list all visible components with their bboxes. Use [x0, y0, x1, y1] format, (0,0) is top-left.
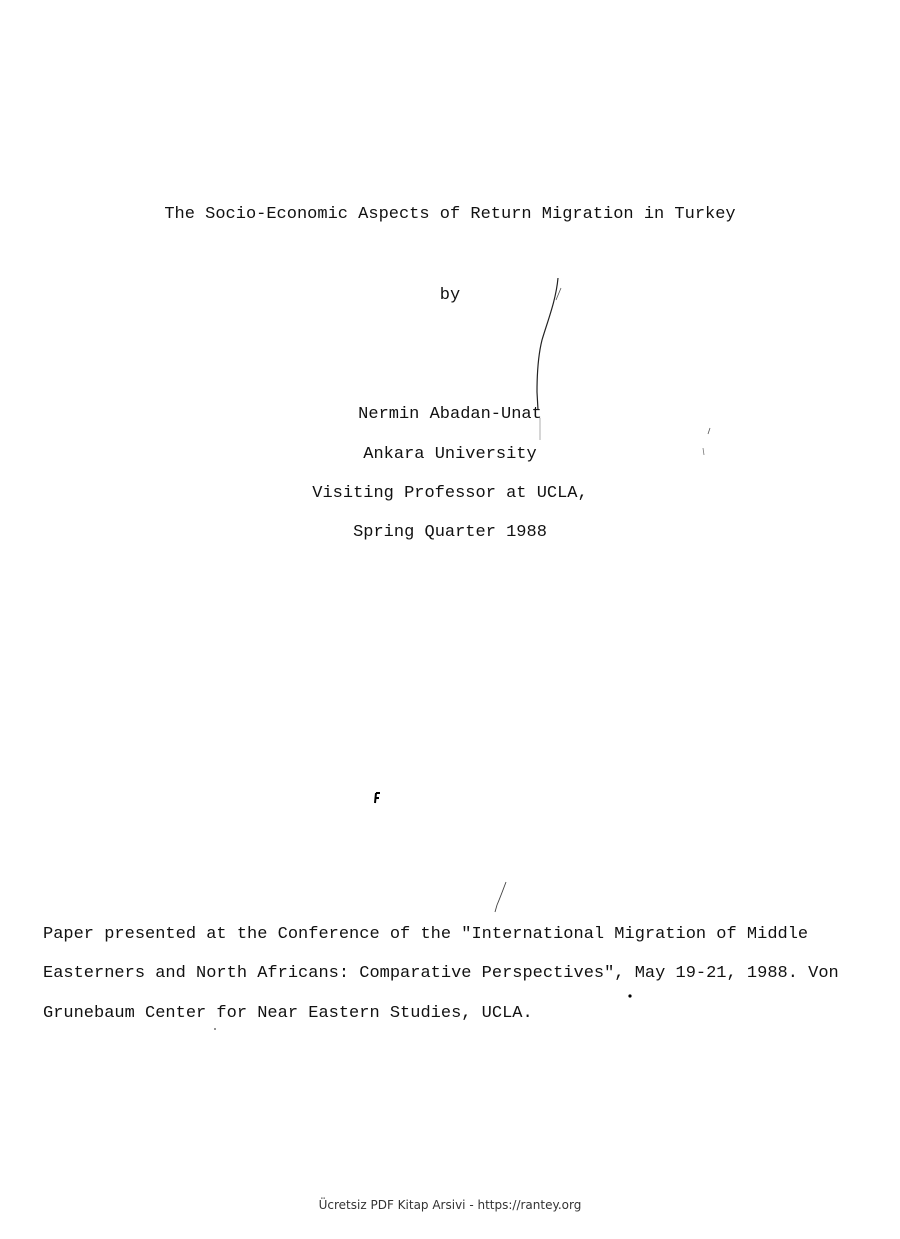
scan-speck	[708, 428, 710, 434]
author-affiliation: Ankara University	[363, 445, 537, 464]
footer-watermark: Ücretsiz PDF Kitap Arsivi - https://rantey.org	[318, 1198, 582, 1212]
presentation-note-line-3: Grunebaum Center for Near Eastern Studies, UCLA.	[43, 1004, 533, 1023]
author-name: Nermin Abadan-Unat	[358, 405, 542, 424]
scan-speck	[628, 994, 631, 997]
visiting-position: Visiting Professor at UCLA,	[312, 484, 588, 503]
presentation-note-line-1: Paper presented at the Conference of the "International Migration of Middle	[43, 925, 809, 944]
scan-stroke-mark	[495, 882, 506, 912]
presentation-note-line-2: Easterners and North Africans: Comparative Perspectives", May 19-21, 1988. Von	[43, 964, 839, 983]
visiting-term: Spring Quarter 1988	[353, 523, 547, 542]
scan-speck	[375, 793, 380, 803]
paper-title: The Socio-Economic Aspects of Return Migration in Turkey	[164, 205, 736, 224]
byline: by	[439, 286, 461, 305]
scan-speck	[214, 1028, 216, 1030]
